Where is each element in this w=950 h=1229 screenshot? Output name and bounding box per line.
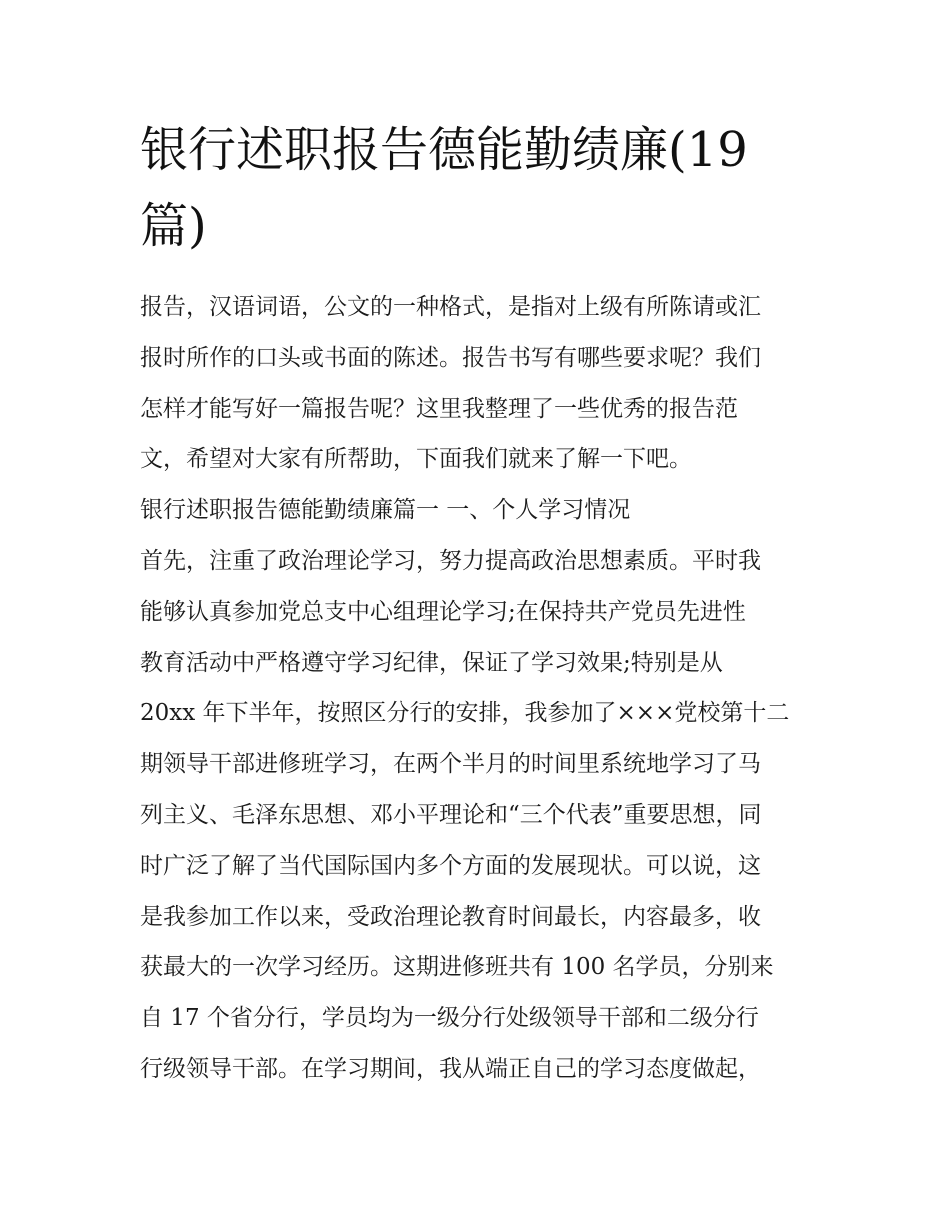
section-heading-line: 银行述职报告德能勤绩廉篇一 一、个人学习情况 — [140, 497, 631, 524]
document-body — [140, 282, 820, 1095]
body-line: 20xx 年下半年，按照区分行的安排，我参加了×××党校第十二 — [140, 700, 790, 727]
body-line: 行级领导干部。在学习期间，我从端正自己的学习态度做起， — [140, 1055, 761, 1082]
body-line: 时广泛了解了当代国际国内多个方面的发展现状。可以说，这 — [140, 852, 761, 879]
document-title — [140, 112, 820, 264]
body-line: 报告，汉语词语，公文的一种格式，是指对上级有所陈请或汇 — [140, 294, 761, 320]
body-line: 是我参加工作以来，受政治理论教育时间最长，内容最多，收 — [140, 903, 761, 930]
body-line: 能够认真参加党总支中心组理论学习;在保持共产党员先进性 — [140, 598, 746, 625]
body-line: 教育活动中严格遵守学习纪律，保证了学习效果;特别是从 — [140, 649, 723, 676]
body-line: 文，希望对大家有所帮助，下面我们就来了解一下吧。 — [140, 446, 692, 473]
body-line: 期领导干部进修班学习，在两个半月的时间里系统地学习了马 — [140, 751, 761, 778]
body-line: 获最大的一次学习经历。这期进修班共有 100 名学员，分别来 — [140, 954, 774, 981]
body-line: 首先，注重了政治理论学习，努力提高政治思想素质。平时我 — [140, 547, 761, 574]
body-line: 自 17 个省分行，学员均为一级分行处级领导干部和二级分行 — [140, 1005, 759, 1032]
title-line-1: 银行述职报告德能勤绩廉(19 — [140, 122, 748, 178]
body-line: 怎样才能写好一篇报告呢？这里我整理了一些优秀的报告范 — [140, 395, 738, 422]
body-line: 列主义、毛泽东思想、邓小平理论和“三个代表”重要思想，同 — [140, 801, 762, 828]
body-line: 报时所作的口头或书面的陈述。报告书写有哪些要求呢？我们 — [140, 344, 761, 371]
title-line-2: 篇) — [140, 198, 207, 254]
